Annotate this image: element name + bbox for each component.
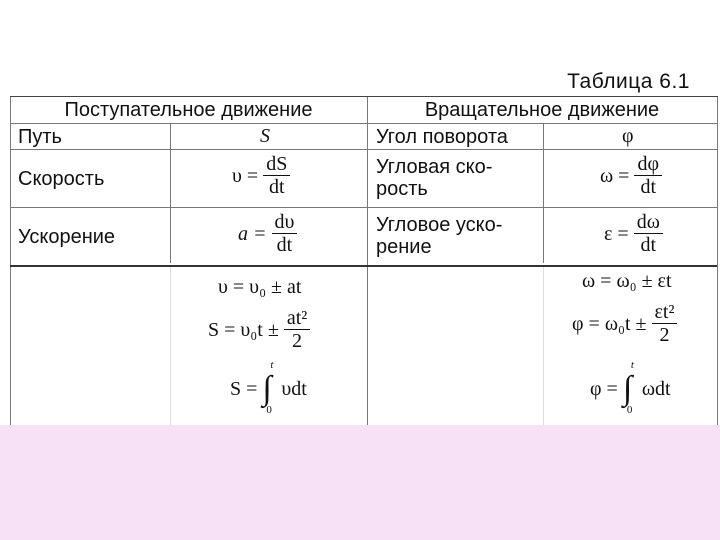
left-formula-integral — [230, 359, 307, 416]
angular-acceleration-lhs: ε = — [604, 222, 629, 245]
integral-sign: ∫ t 0 — [622, 359, 634, 416]
acceleration-formula — [238, 211, 297, 256]
angular-velocity-denominator: dt — [640, 176, 656, 198]
table-border-left — [10, 97, 11, 425]
angular-velocity-formula — [600, 153, 662, 198]
row-angular-acceleration-label-1: Угловое уско- — [376, 214, 503, 236]
header-rotational: Вращательное движение — [424, 99, 660, 121]
velocity-denominator: dt — [268, 176, 285, 198]
velocity-numerator: dS — [263, 153, 290, 176]
row-angular-velocity-label-2: рость — [376, 178, 428, 200]
left-formula-path-fraction — [284, 307, 310, 352]
right-formula-angle-denominator: 2 — [659, 324, 670, 346]
table-divider — [170, 123, 171, 263]
integral-lower-limit: 0 — [266, 404, 272, 416]
left-formula-velocity: υ = υ₀ ± at — [218, 276, 302, 298]
acceleration-lhs: a = — [238, 222, 267, 245]
table-divider — [170, 267, 171, 425]
angular-acceleration-fraction — [634, 211, 663, 256]
left-formula-integrand: υdt — [281, 378, 307, 400]
right-formula-angle-numerator: εt² — [652, 301, 678, 324]
angular-velocity-numerator: dφ — [634, 153, 662, 176]
angular-acceleration-formula — [604, 211, 663, 256]
right-formula-integral-lhs: φ = — [590, 378, 618, 400]
right-formula-integral — [590, 359, 671, 416]
row-path-label: Путь — [18, 126, 62, 148]
table-divider — [543, 267, 544, 425]
right-formula-angle-fraction — [652, 301, 678, 346]
velocity-fraction — [263, 153, 290, 198]
table-divider — [543, 123, 544, 263]
integral-sign: ∫ t 0 — [262, 359, 274, 416]
row-angular-velocity-label-1: Угловая ско- — [376, 156, 493, 178]
acceleration-fraction — [272, 211, 298, 256]
header-translational: Поступательное движение — [64, 99, 313, 121]
angular-acceleration-numerator: dω — [634, 211, 663, 234]
background-band — [0, 425, 720, 540]
row-angle-symbol: φ — [622, 125, 634, 147]
table-rule — [10, 265, 717, 267]
velocity-lhs: υ = — [232, 164, 259, 187]
row-velocity-label: Скорость — [18, 168, 105, 190]
angular-velocity-fraction — [634, 153, 662, 198]
integral-upper-limit: t — [270, 359, 274, 371]
formula-table — [10, 96, 718, 425]
right-formula-angle — [572, 301, 677, 346]
right-formula-integrand: ωdt — [641, 378, 671, 400]
integral-lower-limit: 0 — [626, 404, 633, 416]
row-angular-acceleration-label-2: рение — [376, 236, 432, 258]
row-acceleration-label: Ускорение — [18, 226, 116, 248]
left-formula-integral-lhs: S = — [230, 378, 258, 400]
acceleration-denominator: dt — [276, 234, 293, 256]
left-formula-path-numerator: at² — [284, 307, 310, 330]
table-rule — [10, 123, 717, 124]
right-formula-angular-velocity: ω = ω₀ ± εt — [582, 270, 672, 292]
angular-velocity-lhs: ω = — [600, 164, 630, 187]
table-divider — [367, 97, 368, 425]
row-angle-label: Угол поворота — [376, 126, 508, 148]
integral-upper-limit: t — [630, 359, 634, 371]
left-formula-path-lhs: S = υ₀t ± — [208, 318, 279, 341]
right-formula-angle-lhs: φ = ω₀t ± — [572, 312, 647, 335]
table-caption: Таблица 6.1 — [567, 70, 690, 93]
row-path-symbol: S — [260, 125, 270, 147]
table-rule — [10, 207, 717, 208]
left-formula-path — [208, 307, 310, 352]
angular-acceleration-denominator: dt — [640, 234, 657, 256]
table-border-right — [717, 97, 718, 425]
left-formula-path-denominator: 2 — [292, 330, 303, 352]
table-rule — [10, 149, 717, 150]
acceleration-numerator: dυ — [272, 211, 298, 234]
velocity-formula — [232, 153, 290, 198]
